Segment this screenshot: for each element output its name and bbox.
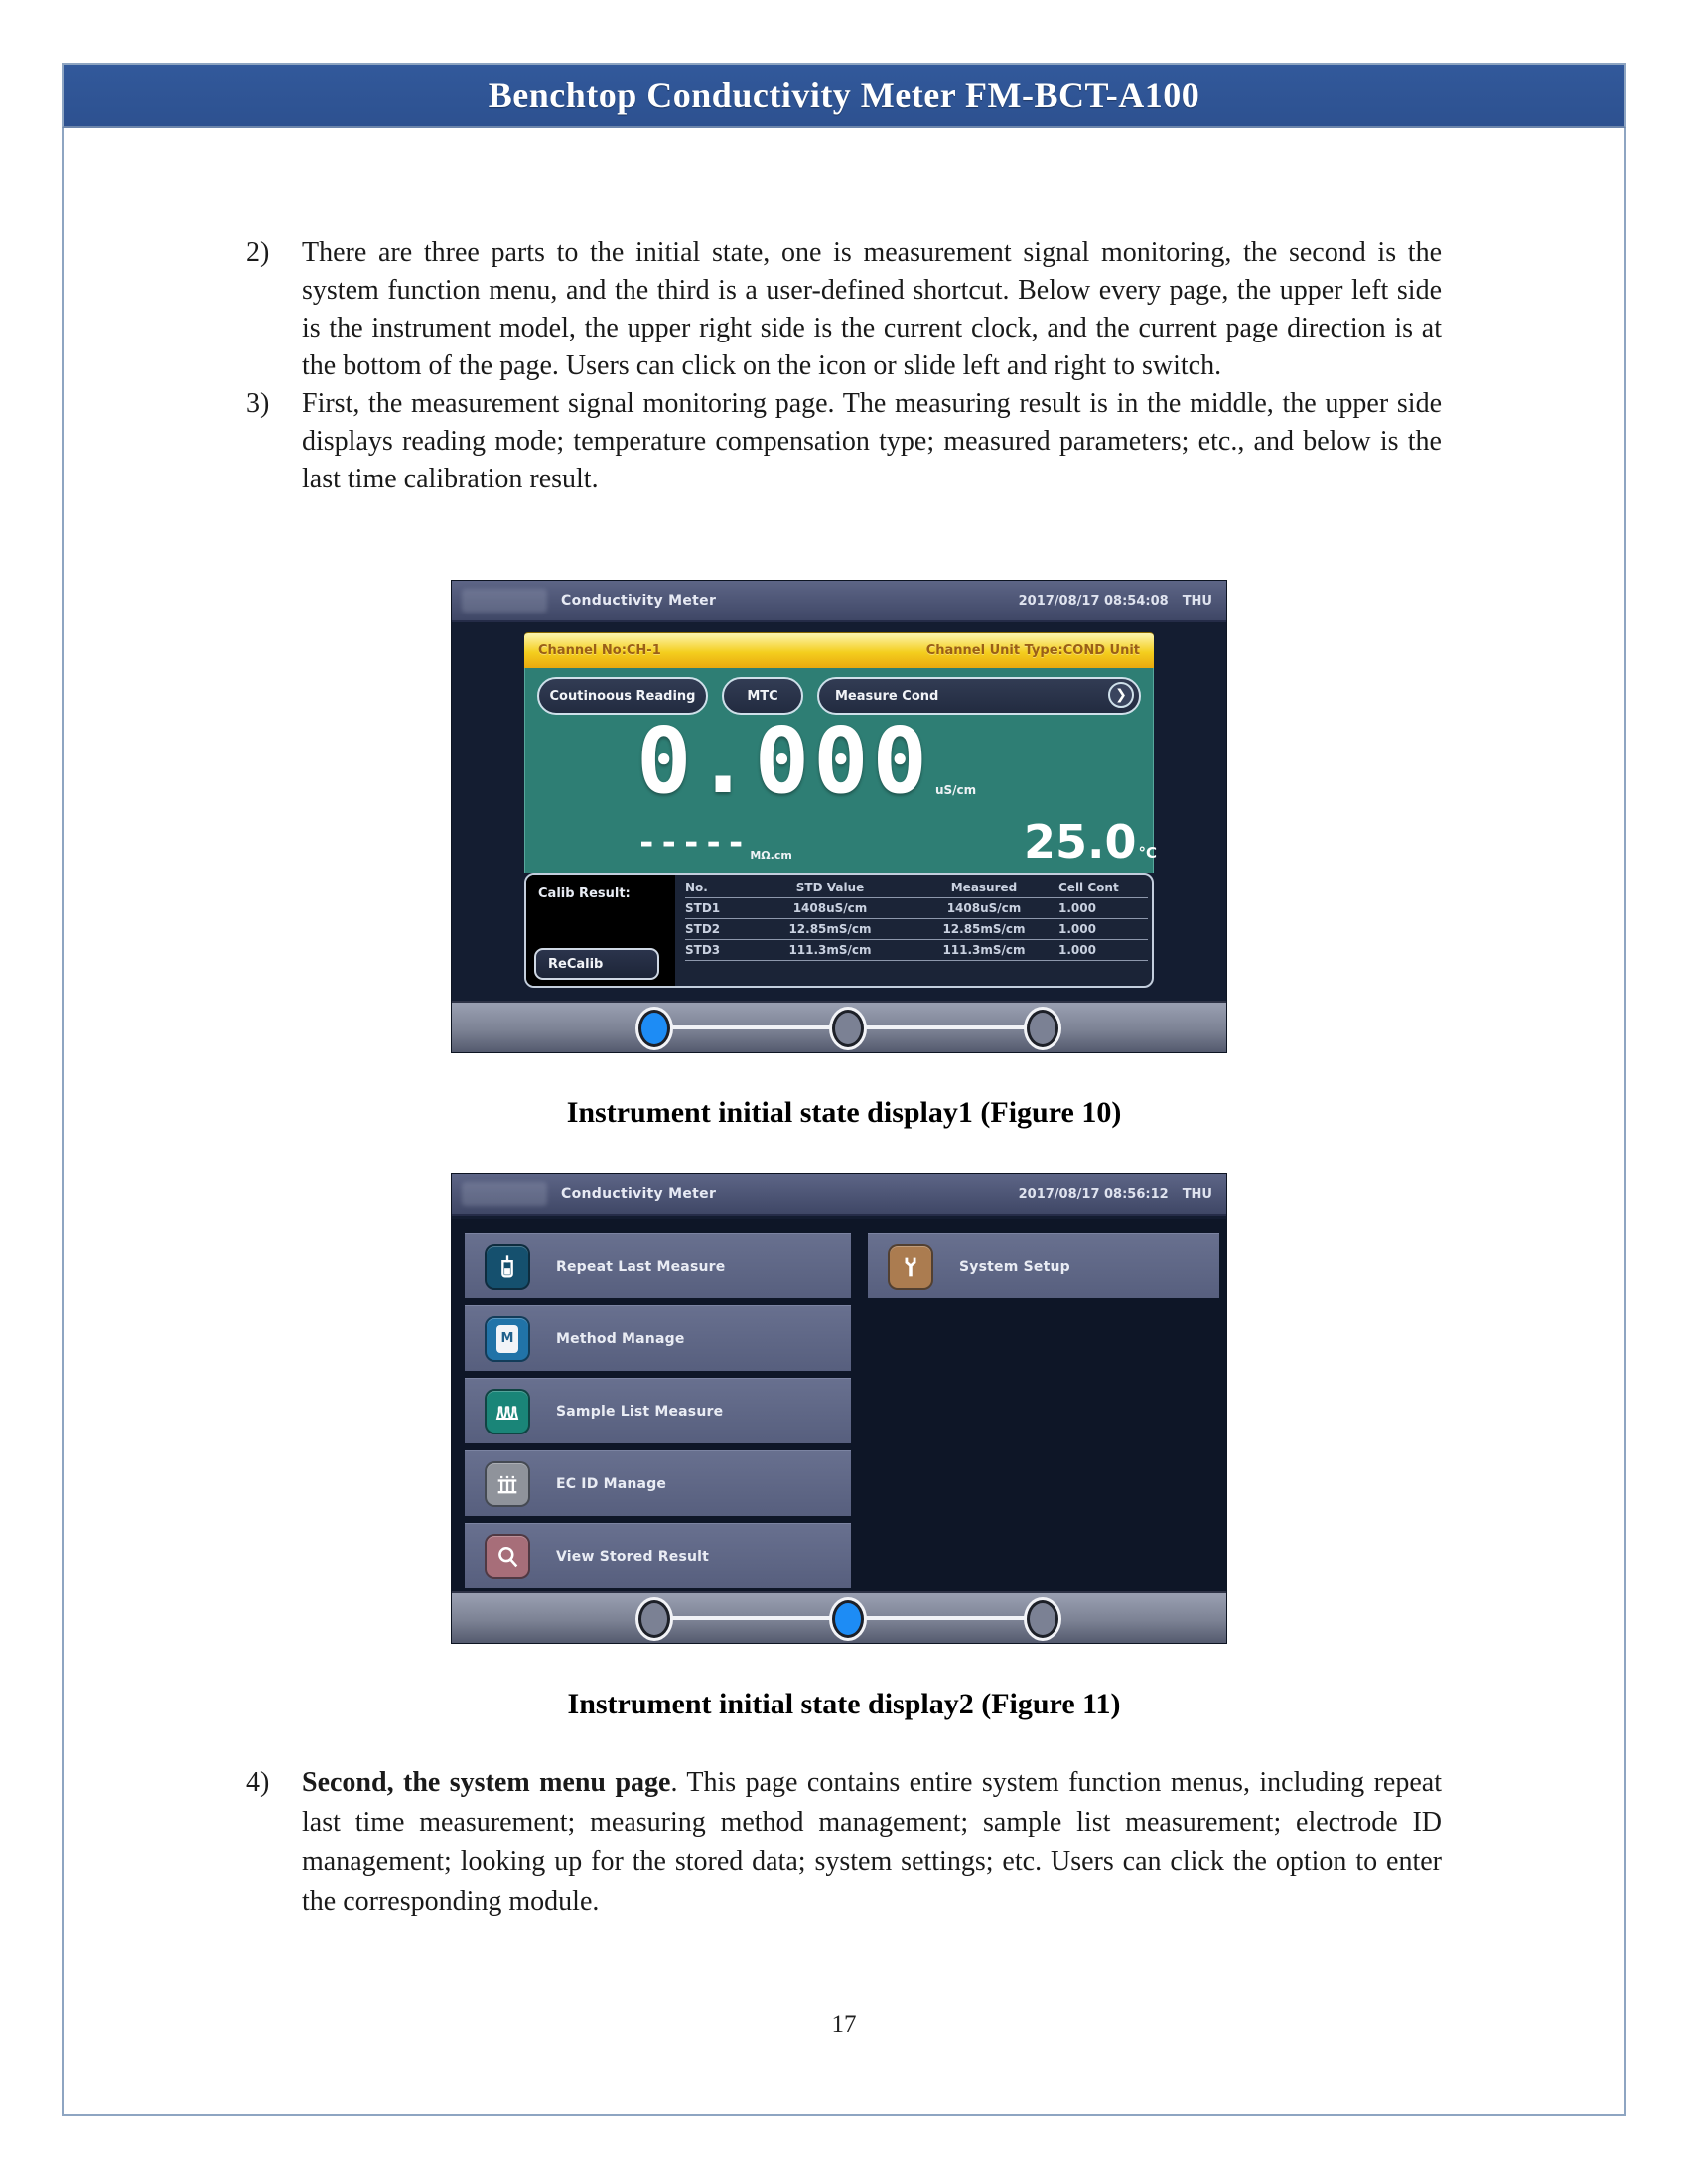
page-dot-3: [1027, 1600, 1058, 1638]
secondary-reading-row: [636, 815, 1158, 869]
mtc-button: MTC: [722, 677, 803, 715]
blurred-logo: [462, 589, 547, 613]
conductivity-unit: uS/cm: [934, 783, 977, 797]
temperature-value: 25.0: [1024, 815, 1137, 869]
paragraph-bold-lead: Second, the system menu page: [302, 1767, 671, 1798]
cell-measured: 12.85mS/cm: [910, 919, 1058, 940]
menu-item-label: Repeat Last Measure: [556, 1258, 726, 1275]
menu-item-repeat-last-measure: [465, 1233, 851, 1298]
list-item-2: [246, 234, 1442, 385]
device-clock: [1019, 594, 1212, 609]
device-app-title: Conductivity Meter: [561, 1186, 717, 1202]
calibration-table: [685, 878, 1148, 961]
table-header-row: [685, 878, 1148, 898]
paragraph-text: [302, 1763, 1442, 1922]
blurred-logo: [462, 1182, 547, 1206]
figure-11-screenshot: [452, 1174, 1226, 1643]
measurement-panel: [524, 668, 1158, 873]
temperature-reading: [1024, 817, 1157, 867]
cell-std: 111.3mS/cm: [751, 940, 910, 961]
channel-unit-type: Channel Unit Type:COND Unit: [925, 643, 1140, 658]
menu-item-label: EC ID Manage: [556, 1475, 667, 1492]
menu-item-view-stored-result: [465, 1523, 851, 1588]
figure-10-caption: Instrument initial state display1 (Figure 10): [566, 1096, 1122, 1129]
table-row: [685, 919, 1148, 940]
menu-item-label: View Stored Result: [556, 1548, 710, 1565]
document-title: Benchtop Conductivity Meter FM-BCT-A100: [488, 75, 1200, 115]
device-datetime: 2017/08/17 08:56:12: [1018, 1186, 1169, 1202]
channel-info-bar: [524, 632, 1154, 668]
table-row: [685, 940, 1148, 961]
reading-mode-button: Coutinoous Reading: [537, 677, 708, 715]
figure-10-screenshot: [452, 581, 1226, 1052]
numbered-list: [246, 234, 1442, 498]
col-header-std: STD Value: [751, 878, 910, 898]
calib-result-label: Calib Result:: [538, 887, 631, 901]
cell-const: 1.000: [1058, 898, 1148, 919]
cell-const: 1.000: [1058, 919, 1148, 940]
device-app-title: Conductivity Meter: [561, 593, 717, 609]
cell-no: STD2: [685, 919, 751, 940]
method-document-icon: [485, 1316, 530, 1362]
cell-no: STD3: [685, 940, 751, 961]
device-clock: [1019, 1187, 1212, 1202]
system-menu-body: [452, 1219, 1226, 1593]
resistivity-value: -----: [636, 823, 749, 863]
chevron-right-icon: ❯: [1108, 682, 1134, 708]
cell-const: 1.000: [1058, 940, 1148, 961]
cell-std: 12.85mS/cm: [751, 919, 910, 940]
channel-number: Channel No:CH-1: [538, 643, 661, 658]
paragraph-text: First, the measurement signal monitoring page. The measuring result is in the middle, the upper side displays reading mode; temperature compensation type; measured parameters; etc., and below is the last time calibration result.: [302, 388, 1442, 494]
menu-item-method-manage: [465, 1305, 851, 1371]
menu-item-label: Sample List Measure: [556, 1403, 724, 1420]
figure-11-caption: Instrument initial state display2 (Figure 11): [567, 1688, 1121, 1720]
page-indicator-bar: [452, 1001, 1226, 1052]
beaker-icon: [485, 1244, 530, 1290]
menu-item-label: Method Manage: [556, 1330, 685, 1347]
menu-item-label: System Setup: [959, 1258, 1070, 1275]
temperature-unit: °C: [1138, 844, 1158, 862]
primary-reading: [636, 708, 977, 814]
paragraph-text: There are three parts to the initial state, one is measurement signal monitoring, the second is the system function menu, and the third is a user-defined shortcut. Below every page, the upper left side is the instrument model, the upper right side is the current clock, and the current page direction is at the bottom of the page. Users can click on the icon or slide left and right to switch.: [302, 237, 1442, 381]
list-item-4: [246, 1763, 1442, 1922]
device-day: THU: [1182, 593, 1212, 609]
table-row: [685, 898, 1148, 919]
method-letter-glyph: M: [496, 1325, 518, 1353]
measure-cond-label: Measure Cond: [835, 688, 939, 704]
menu-item-system-setup: [868, 1233, 1219, 1298]
menu-item-sample-list-measure: [465, 1378, 851, 1443]
col-header-cellconst: Cell Cont: [1058, 878, 1148, 898]
wrench-icon: [888, 1244, 933, 1290]
sample-bottles-icon: [485, 1389, 530, 1434]
device-titlebar: [452, 1174, 1226, 1216]
cell-measured: 1408uS/cm: [910, 898, 1058, 919]
page-indicator-bar: [452, 1591, 1226, 1643]
col-header-no: No.: [685, 878, 751, 898]
page-dot-2: [832, 1010, 864, 1047]
list-number: 2): [246, 237, 270, 268]
measurement-page-body: [452, 622, 1226, 1001]
device-titlebar: [452, 581, 1226, 622]
document-header-bar: [62, 63, 1626, 128]
page-dot-1: [638, 1600, 670, 1638]
magnifier-icon: [485, 1534, 530, 1579]
page-dot-2-active: [832, 1600, 864, 1638]
page-dot-1-active: [638, 1010, 670, 1047]
page-number: 17: [831, 2011, 857, 2038]
device-day: THU: [1182, 1186, 1212, 1202]
list-number: 4): [246, 1767, 270, 1798]
cell-std: 1408uS/cm: [751, 898, 910, 919]
conductivity-value: 0.000: [636, 708, 931, 814]
paragraph-body: . This page contains entire system function menus, including repeat last time measurement; measuring method management; sample list measurement; electrode ID management; looking up for the stored data; system settings; etc. Users can click the option to enter the corresponding module.: [302, 1767, 1442, 1917]
list-number: 3): [246, 388, 270, 419]
recalib-button: ReCalib: [534, 948, 659, 980]
page-dot-3: [1027, 1010, 1058, 1047]
calibration-result-panel: [524, 873, 1154, 988]
resistivity-unit: MΩ.cm: [750, 849, 792, 862]
menu-item-ec-id-manage: [465, 1450, 851, 1516]
cell-no: STD1: [685, 898, 751, 919]
electrode-rack-icon: [485, 1461, 530, 1507]
cell-measured: 111.3mS/cm: [910, 940, 1058, 961]
col-header-measured: Measured: [910, 878, 1058, 898]
numbered-list: [246, 1763, 1442, 1922]
device-datetime: 2017/08/17 08:54:08: [1018, 593, 1169, 609]
list-item-3: [246, 385, 1442, 498]
